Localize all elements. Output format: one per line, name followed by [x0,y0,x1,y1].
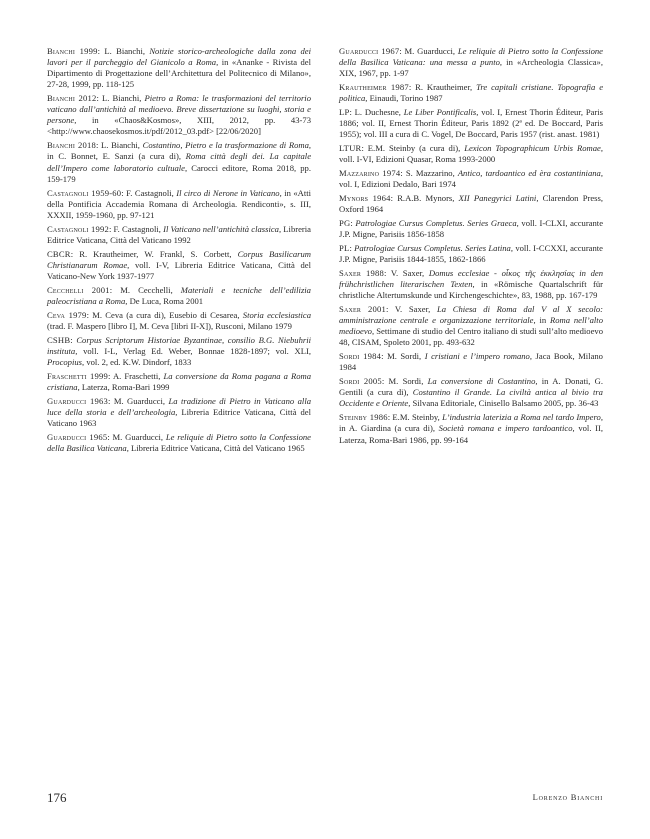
entry-text: , in C. Bonnet, E. Sanzi (a cura di), [47,140,312,162]
entry-key: CBCR [47,248,71,259]
entry-text: , in [533,315,550,326]
entry-text: , vol. I, Edizioni Dedalo, Bari 1974 [339,168,603,190]
entry-title: Le reliquie di Pietro sotto la Confessione della Basilica Vaticana: una messa a punto [339,46,603,68]
entry-text: , in A. Giardina (a cura di), [339,412,603,434]
entry-text: : M. Guarducci, [107,395,169,406]
bibliography-entry [47,188,311,221]
entry-text: : M. Guarducci, [399,46,458,56]
entry-text: : A. Fraschetti, [108,370,164,381]
entry-title: Antico, tardoantico ed èra costantiniana [457,168,601,179]
bibliography-entry [47,93,311,137]
entry-key: Cecchelli 2001 [47,284,110,295]
page-footer [47,790,603,806]
bibliography-entry [47,310,311,332]
entry-title: L’industria laterizia a Roma nel tardo Impero [442,412,601,423]
running-author: Lorenzo Bianchi [532,792,603,802]
entry-text: , voll. I-VI, Edizioni Quasar, Roma 1993-2000 [339,143,603,165]
entry-text: : R.A.B. Mynors, [390,193,459,204]
entry-title: Il Vaticano nell’antichità classica [163,223,279,234]
entry-title: Le Liber Pontificalis [403,107,477,118]
entry-text: : M. Guarducci, [107,431,166,442]
entry-title: Costantino, Pietro e la trasformazione di Roma [142,140,309,151]
entry-key: PG [339,218,351,229]
bibliography-entry [339,243,603,265]
entry-text: , in «Ananke - Rivista del Dipartimento di Progettazione dell’Architettura del Politecnico di Milano», 27-28, 1999, pp. 118-125 [47,57,312,90]
entry-key: LP [339,107,350,118]
entry-text: , Einaudi, Torino 1987 [365,93,443,104]
bibliography-entry [339,376,603,409]
bibliography-entry [339,82,603,104]
entry-text: (trad. F. Maspero [libro I], M. Ceva [libri II-X]), Rusconi, Milano 1979 [47,320,292,331]
entry-key: CSHB [47,334,71,345]
entry-text: , voll. I-CCXXI, accurante J.P. Migne, Parisiis 1844-1855, 1862-1866 [339,243,603,265]
entry-key: LTUR [339,143,362,154]
entry-key: Guarducci 1965 [47,431,108,442]
bibliography-entry [339,143,603,165]
entry-text: , Jaca Book, Milano 1984 [339,351,603,373]
entry-key: Krautheimer 1987 [339,82,409,93]
entry-text: , Libreria Editrice Vaticana, Città del Vaticano 1963 [47,406,311,428]
entry-title: La conversione da Roma pagana a Roma cristiana [47,370,312,392]
bibliography-entry [339,218,603,240]
entry-key: Guarducci 1967 [339,46,400,56]
entry-title: Patrologiae Cursus Completus. Series Graeca [355,218,517,229]
bibliography-entry [47,371,311,393]
entry-title: Le reliquie di Pietro sotto la Confessione della Basilica Vaticana [47,431,311,453]
entry-text: : L. Duchesne, [349,107,404,118]
bibliography-entry [47,46,311,90]
entry-text: : M. Sordi, [381,351,425,362]
entry-key: Bianchi 2018 [47,140,96,151]
entry-text: , voll. I-V, Libreria Editrice Vaticana, Città del Vaticano-New York 1937-1977 [47,259,311,281]
entry-text: : L. Bianchi, [95,140,143,151]
entry-key: Fraschetti 1999 [47,370,109,381]
entry-text: : E.M. Steinby, [387,412,443,423]
entry-key: Mazzarino 1974 [339,168,401,179]
entry-text: : R. Krautheimer, W. Frankl, S. Corbett, [70,248,238,259]
entry-text: , voll. I-L, Verlag Ed. Weber, Bonnae 1828-1897; vol. XLI, [75,345,311,356]
bibliography-entry [339,351,603,373]
entry-text: , in A. Donati, G. Gentili (a cura di), [339,376,603,398]
bibliography-entry [47,140,311,184]
bibliography-entry [339,304,603,348]
entry-text: : F. Castagnoli, [108,223,164,234]
bibliography-right-column [339,46,603,448]
entry-title: La tradizione di Pietro in Vaticano alla luce della storia e dell’archeologia [47,395,312,417]
entry-title: Roma nell’alto medioevo [339,315,603,337]
bibliography-entry [47,249,311,282]
entry-text: , Laterza, Roma-Bari 1999 [77,381,170,392]
entry-text: , Carocci editore, Roma 2018, pp. 159-179 [47,162,311,184]
entry-title: Il circo di Nerone in Vaticano [176,187,280,198]
entry-title: Corpus Scriptorum Historiae Byzantinae, consilio B.G. Niebuhrii instituta [47,334,311,356]
entry-key: Castagnoli 1992 [47,223,109,234]
bibliography-entry [47,285,311,307]
entry-title: Società romana e impero tardoantico [438,423,573,434]
entry-title: Domus ecclesiae - οἶκος τῆς ἐκκλησίας in den frühchristlichen literarischen Texten [339,268,604,290]
entry-key: Sordi 2005 [339,376,382,387]
entry-title: Costantino il Grande. La civiltà antica al bivio tra Occidente e Oriente [339,387,603,409]
entry-key: Guarducci 1963 [47,395,108,406]
entry-text: , Clarendon Press, Oxford 1964 [339,193,603,215]
entry-title: Roma città degli dei. La capitale dell’Impero come laboratorio cultuale [47,151,312,173]
entry-title: Tre capitali cristiane. Topografia e politica [339,82,604,104]
entry-key: Castagnoli 1959-60 [47,187,122,198]
entry-title: Pietro a Roma: le trasformazioni del territorio vaticano dall’antichità al medioevo. Breve dissertazione su luoghi, storia e persone [47,93,311,126]
entry-text: : S. Mazzarino, [400,168,458,179]
entry-title: I cristiani e l’impero romano [424,351,530,362]
entry-text: : [350,218,356,229]
entry-text: : [349,243,355,254]
entry-text: : E.M. Steinby (a cura di), [361,143,465,154]
entry-text: , in «Chaos&Kosmos», XIII, 2012, pp. 43-73 <http://www.chaosekosmos.it/pdf/2012_03.pdf> [22/06/2020] [47,115,311,137]
entry-text: , De Luca, Roma 2001 [125,295,204,306]
bibliography-entry [339,46,603,79]
entry-text: , in «Archeologia Classica», XIX, 1967, pp. 1-97 [339,57,603,79]
entry-text: : L. Bianchi, [96,93,145,104]
entry-text: : V. Saxer, [383,268,429,279]
entry-text: : [70,334,77,345]
page-number: 176 [47,790,67,805]
entry-text: , Libreria Editrice Vaticana, Città del Vaticano 1992 [47,223,311,245]
bibliography-left-column [47,46,311,457]
entry-title: XII Panegyrici Latini [458,193,537,204]
entry-text: , vol. II, Laterza, Roma-Bari 1986, pp. 99-164 [339,423,603,445]
entry-key: PL [339,243,350,254]
entry-key: Saxer 1988 [339,268,384,279]
entry-text: , vol. 2, ed. K.W. Dindorf, 1833 [82,356,192,367]
entry-title: Storia ecclesiastica [242,309,311,320]
entry-title: Patrologiae Cursus Completus. Series Latina [354,243,511,254]
bibliography-entry [339,268,603,301]
entry-text: , voll. I-CLXI, accurante J.P. Migne, Parisiis 1856-1858 [339,218,604,240]
entry-title: La conversione di Costantino [427,376,536,387]
bibliography-entry [339,168,603,190]
entry-key: Sordi 1984 [339,351,382,362]
bibliography-entry [339,412,603,445]
entry-text: : L. Bianchi, [97,46,150,56]
entry-text: , in «Römische Quartalschrift für christliche Altertumskunde und Kirchengeschichte», 83, 1988, pp. 167-179 [339,279,603,301]
entry-title: Notizie storico-archeologiche dalla zona dei lavori per il parcheggio del Gianicolo a Roma [47,46,311,68]
entry-key: Saxer 2001 [339,304,386,315]
entry-text: , Silvana Editoriale, Cinisello Balsamo 2005, pp. 36-43 [408,398,599,409]
entry-key: Ceva 1979 [47,309,87,320]
entry-text: : R. Krautheimer, [408,82,477,93]
entry-key: Steinby 1986 [339,412,388,423]
entry-text: : F. Castagnoli, [121,187,177,198]
bibliography-entry [47,335,311,368]
entry-title: Materiali e tecniche dell’edilizia paleocristiana a Roma [47,284,311,306]
entry-text: : M. Ceva (a cura di), Eusebio di Cesarea, [86,309,243,320]
entry-text: : V. Saxer, [386,304,437,315]
bibliography-entry [47,224,311,246]
entry-text: , vol. I, Ernest Thorin Éditeur, Paris 1886; vol. II, Ernest Thorin Éditeur, Paris 1892 (2ª ed. De Boccard, Paris 1955); vol. III a cura di C. Vogel, De Boccard, Paris 1957 (rist. anast. 1981) [339,107,604,140]
entry-text: : M. Cecchelli, [109,284,181,295]
bibliography-entry [47,432,311,454]
bibliography-entry [47,396,311,429]
entry-text: : M. Sordi, [381,376,428,387]
entry-key: Bianchi 2012 [47,93,97,104]
entry-text: , Settimane di studio del Centro italiano di studi sull’alto medioevo 48, CISAM, Spoleto 2001, pp. 493-632 [339,326,603,348]
bibliography-entry [339,193,603,215]
entry-title: Lexicon Topographicum Urbis Romae [464,143,601,154]
bibliography-entry [339,107,603,140]
entry-title: Corpus Basilicarum Christianarum Romae [47,248,311,270]
entry-key: Mynors 1964 [339,193,391,204]
entry-key: Bianchi 1999 [47,46,98,56]
entry-text: , in «Atti della Pontificia Accademia Romana di Archeologia. Rendiconti», s. III, XXXII, 1959-1960, pp. 97-121 [47,187,312,220]
entry-title: La Chiesa di Roma dal V al X secolo: amministrazione centrale e organizzazione territoriale [339,304,603,326]
entry-text: , Libreria Editrice Vaticana, Città del Vaticano 1965 [126,442,305,453]
entry-title: Procopius [47,356,83,367]
